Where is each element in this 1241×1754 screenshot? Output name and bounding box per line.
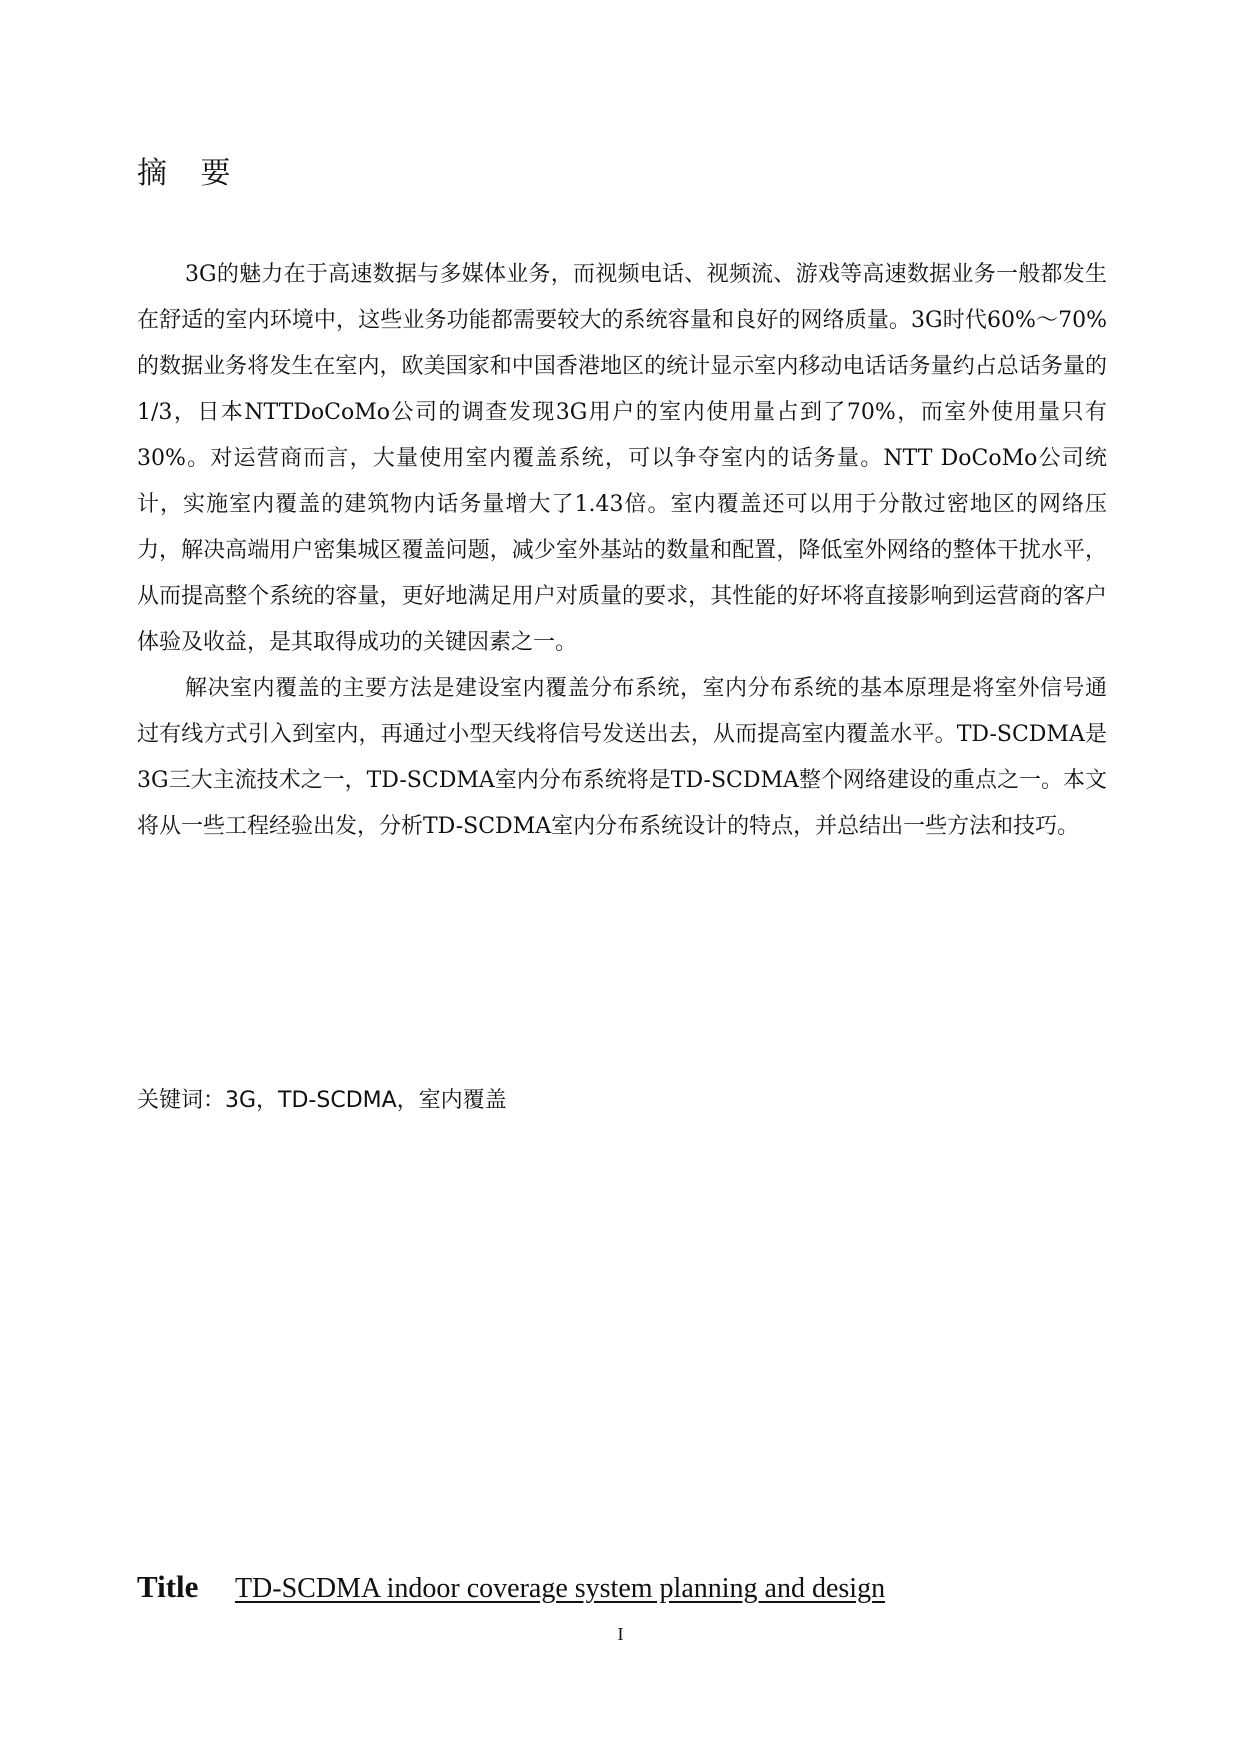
title-text: TD-SCDMA indoor coverage system planning and design: [234, 1573, 886, 1604]
abstract-heading: 摘 要: [137, 156, 243, 191]
title-label: Title: [137, 1569, 199, 1604]
page-number: I: [617, 1624, 624, 1644]
abstract-paragraph-1: 3G的魅力在于高速数据与多媒体业务，而视频电话、视频流、游戏等高速数据业务一般都发生在舒适的室内环境中，这些业务功能都需要较大的系统容量和良好的网络质量。3G时代60%～70%的数据业务将发生在室内，欧美国家和中国香港地区的统计显示室内移动电话话务量约占总话务量的1/3，日本NTTDoCoMo公司的调查发现3G用户的室内使用量占到了70%，而室外使用量只有30%。对运营商而言，大量使用室内覆盖系统，可以争夺室内的话务量。NTT DoCoMo公司统计，实施室内覆盖的建筑物内话务量增大了1.43倍。室内覆盖还可以用于分散过密地区的网络压力，解决高端用户密集城区覆盖问题，减少室外基站的数量和配置，降低室外网络的整体干扰水平，从而提高整个系统的容量，更好地满足用户对质量的要求，其性能的好坏将直接影响到运营商的客户体验及收益，是其取得成功的关键因素之一。: [137, 262, 1107, 655]
english-title-line: [137, 1570, 885, 1606]
abstract-paragraph-2: 解决室内覆盖的主要方法是建设室内覆盖分布系统，室内分布系统的基本原理是将室外信号通过有线方式引入到室内，再通过小型天线将信号发送出去，从而提高室内覆盖水平。TD-SCDMA是3G三大主流技术之一，TD-SCDMA室内分布系统将是TD-SCDMA整个网络建设的重点之一。本文将从一些工程经验出发，分析TD-SCDMA室内分布系统设计的特点，并总结出一些方法和技巧。: [137, 676, 1107, 839]
keywords-line: 关键词：3G，TD-SCDMA，室内覆盖: [137, 1088, 507, 1113]
abstract-body: [137, 252, 1107, 850]
